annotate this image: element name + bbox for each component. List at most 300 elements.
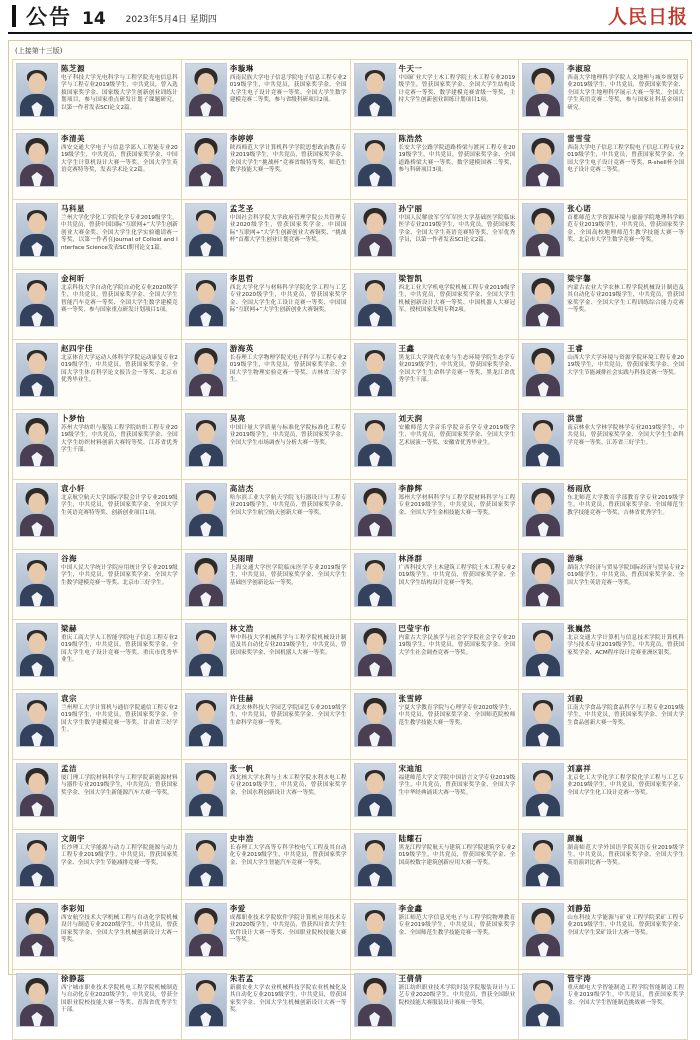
recipient-entry bbox=[399, 413, 516, 475]
recipient-cell bbox=[13, 270, 182, 340]
recipient-description: 西安航空技术大学机械工程与自动化学院机械设计与制造专业2020级学生，中共党员，曾获国家奖学金、全国大学生机械创新设计大赛一等奖。 bbox=[61, 915, 178, 944]
recipient-name: 张心诺 bbox=[567, 204, 592, 213]
page-number: 14 bbox=[82, 9, 106, 29]
masthead-left bbox=[12, 2, 217, 28]
recipient-photo bbox=[522, 133, 564, 187]
recipient-name: 梁赫 bbox=[61, 624, 77, 633]
recipient-description: 西北工业大学机电学院机械工程专业2019级学生，中共党员，曾获国家奖学金、全国大学生机械创新设计大赛一等奖、中国机器人大赛冠军，授权国家发明专利2项。 bbox=[398, 285, 516, 314]
portrait-head-shape bbox=[29, 73, 46, 93]
recipient-name: 孟芝圣 bbox=[229, 204, 254, 213]
recipient-description: 北京化工大学化学工程学院化学工程与工艺专业2019级学生，中共党员，曾获国家奖学金、全国大学生化工设计竞赛一等奖。 bbox=[567, 775, 684, 796]
recipient-name: 许佳赫 bbox=[229, 694, 254, 703]
portrait-head-shape bbox=[535, 913, 552, 933]
recipient-cell bbox=[519, 200, 688, 270]
recipient-name: 谷海 bbox=[61, 554, 77, 563]
recipient-description: 苏州大学纺织与服装工程学院纺织工程专业2019级学生，中共党员，曾获国家奖学金、全国大学生纺织材料创新大赛特等奖、江苏省优秀学生干部。 bbox=[61, 425, 178, 454]
recipient-name: 陆耀石 bbox=[398, 834, 423, 843]
recipient-entry bbox=[61, 203, 178, 265]
recipient-photo bbox=[16, 553, 58, 607]
recipient-cell bbox=[13, 690, 182, 760]
portrait-head-shape bbox=[366, 773, 383, 793]
portrait-head-shape bbox=[29, 283, 46, 303]
recipient-description: 西南民族大学电子信息学院电子信息工程专业2019级学生，中共党员，获国家奖学金、全国大学生电子设计竞赛一等奖、全国大学生数学建模竞赛二等奖，参与省级科研项目2项。 bbox=[229, 75, 347, 104]
recipient-description: 长安大学公路学院道路桥梁与渡河工程专业2019级学生，中共党员，曾获国家奖学金、全国道路桥梁大赛一等奖、数学建模国赛二等奖，参与科研项目3项。 bbox=[398, 145, 516, 174]
recipient-entry bbox=[61, 623, 178, 685]
portrait-head-shape bbox=[197, 633, 214, 653]
page-title: 公告 bbox=[26, 5, 72, 29]
continued-from-label: (上接第十三版) bbox=[15, 47, 63, 55]
recipient-cell bbox=[351, 970, 520, 1040]
recipient-cell bbox=[519, 690, 688, 760]
recipient-photo bbox=[16, 133, 58, 187]
recipient-photo bbox=[185, 553, 227, 607]
recipient-name: 梁宇馨 bbox=[567, 274, 592, 283]
recipient-entry bbox=[399, 973, 516, 1035]
recipient-photo bbox=[16, 693, 58, 747]
recipient-description: 重庆工商大学人工智能学院电子信息工程专业2019级学生，中共党员，曾获国家奖学金、全国大学生电子设计竞赛一等奖、重庆市优秀毕业生。 bbox=[61, 635, 178, 664]
recipient-name: 洪雷 bbox=[567, 414, 584, 423]
recipient-name: 杨雨欣 bbox=[567, 484, 592, 493]
recipient-photo bbox=[185, 483, 227, 537]
recipient-entry bbox=[399, 133, 516, 195]
recipient-description: 中国社会科学院大学政府管理学院公共管理专业2020级学生，曾获国家奖学金、中国国际“互联网+”大学生创新创业大赛铜奖、“挑战杯”首都大学生创业计划竞赛一等奖。 bbox=[229, 215, 347, 244]
recipient-entry bbox=[567, 483, 684, 545]
recipient-photo bbox=[522, 63, 564, 117]
portrait-head-shape bbox=[535, 353, 552, 373]
portrait-head-shape bbox=[197, 213, 214, 233]
portrait-head-shape bbox=[366, 353, 383, 373]
masthead bbox=[8, 0, 692, 34]
portrait-head-shape bbox=[366, 423, 383, 443]
recipient-entry bbox=[399, 553, 516, 615]
recipient-photo bbox=[354, 763, 396, 817]
recipient-name: 林泽群 bbox=[398, 554, 423, 563]
recipient-name: 孟洁 bbox=[61, 764, 77, 773]
recipient-name: 王鑫 bbox=[398, 344, 415, 353]
recipient-cell bbox=[182, 760, 351, 830]
portrait-head-shape bbox=[197, 773, 214, 793]
recipient-photo bbox=[522, 273, 564, 327]
portrait-head-shape bbox=[535, 213, 552, 233]
recipient-description: 华中科技大学机械科学与工程学院机械设计制造及其自动化专业2019级学生，中共党员，曾获国家奖学金、全国机器人大赛一等奖。 bbox=[229, 635, 347, 656]
recipient-photo bbox=[185, 693, 227, 747]
recipient-cell bbox=[13, 410, 182, 480]
recipient-name: 金柯昕 bbox=[61, 274, 85, 283]
recipient-name: 文朗宇 bbox=[61, 834, 85, 843]
recipient-photo bbox=[522, 763, 564, 817]
recipient-entry bbox=[61, 973, 178, 1035]
award-recipients-grid bbox=[12, 59, 688, 1040]
recipient-name: 雷雪莹 bbox=[567, 134, 592, 143]
recipient-name: 张雪婷 bbox=[398, 694, 423, 703]
recipient-cell bbox=[351, 830, 520, 900]
recipient-name: 吴亮 bbox=[229, 414, 246, 423]
portrait-head-shape bbox=[197, 843, 214, 863]
portrait-head-shape bbox=[366, 283, 383, 303]
recipient-name: 林文浩 bbox=[229, 624, 254, 633]
recipient-entry bbox=[61, 63, 178, 125]
recipient-cell bbox=[182, 620, 351, 690]
recipient-entry bbox=[61, 903, 178, 965]
recipient-entry bbox=[230, 973, 347, 1035]
recipient-entry bbox=[399, 63, 516, 125]
recipient-description: 广西科技大学土木建筑工程学院土木工程专业2019级学生，中共党员，曾获国家奖学金、全国大学生结构设计竞赛一等奖。 bbox=[398, 565, 516, 586]
recipient-name: 袁宗 bbox=[61, 694, 77, 703]
recipient-description: 中国人民解放军空军军医大学基础医学院临床医学专业2019级学生，中共党员，曾获国家奖学金、全国大学生英语竞赛特等奖、全军优秀学员，以第一作者发表SCI论文2篇。 bbox=[398, 215, 516, 244]
portrait-head-shape bbox=[29, 983, 46, 1003]
portrait-head-shape bbox=[197, 73, 214, 93]
recipient-photo bbox=[16, 273, 58, 327]
recipient-cell bbox=[13, 340, 182, 410]
recipient-cell bbox=[351, 200, 520, 270]
portrait-head-shape bbox=[366, 493, 383, 513]
portrait-head-shape bbox=[29, 143, 46, 163]
recipient-photo bbox=[16, 973, 58, 1027]
recipient-entry bbox=[567, 973, 684, 1035]
recipient-description: 厦门理工学院材料科学与工程学院新能源材料与器件专业2019级学生，中共党员，曾获国家奖学金、全国大学生新能源汽车大赛一等奖。 bbox=[61, 775, 178, 796]
recipient-description: 兰州大学化学化工学院化学专业2019级学生，中共党员，曾获中国国际“互联网+”大学生创新创业大赛金奖、全国大学生化学实验邀请赛一等奖，以第一作者在Journal of Colloid and Interface Science发表SCI期刊论文1篇。 bbox=[61, 215, 178, 251]
recipient-entry bbox=[230, 623, 347, 685]
portrait-head-shape bbox=[29, 213, 46, 233]
recipient-cell bbox=[351, 690, 520, 760]
recipient-photo bbox=[16, 623, 58, 677]
recipient-entry bbox=[399, 203, 516, 265]
recipient-description: 西北农林科技大学园艺学院园艺专业2019级学生，中共党员，曾获国家奖学金、全国大学生生命科学竞赛一等奖。 bbox=[229, 705, 347, 726]
recipient-entry bbox=[567, 133, 684, 195]
recipient-cell bbox=[182, 480, 351, 550]
recipient-name: 徐静蕊 bbox=[61, 974, 85, 983]
recipient-cell bbox=[182, 970, 351, 1040]
recipient-name: 史申浩 bbox=[229, 834, 254, 843]
recipient-name: 李金鑫 bbox=[398, 904, 423, 913]
recipient-cell bbox=[182, 550, 351, 620]
portrait-head-shape bbox=[29, 633, 46, 653]
recipient-description: 兰州理工大学计算机与通信学院通信工程专业2019级学生，中共党员，曾获国家奖学金、全国大学生数学建模竞赛一等奖、甘肃省三好学生。 bbox=[61, 705, 178, 734]
portrait-head-shape bbox=[197, 563, 214, 583]
portrait-head-shape bbox=[535, 143, 552, 163]
recipient-description: 山西大学大学环境与资源学院环境工程专业2019级学生，中共党员，曾获国家奖学金、全国大学生节能减排社会实践与科技竞赛一等奖。 bbox=[567, 355, 684, 376]
recipient-cell bbox=[13, 550, 182, 620]
recipient-description: 黑龙江程学院航天与建筑工程学院建筑学专业2019级学生，中共党员，曾获国家奖学金、全国高校数字建筑创新应用大赛一等奖。 bbox=[398, 845, 516, 866]
recipient-cell bbox=[13, 620, 182, 690]
recipient-entry bbox=[230, 903, 347, 965]
recipient-photo bbox=[185, 343, 227, 397]
recipient-description: 东北师范大学教育学部教育学专业2019级学生，中共党员，曾获国家奖学金、全国师范生教学技能竞赛一等奖、吉林省优秀学生。 bbox=[567, 495, 684, 516]
recipient-cell bbox=[182, 270, 351, 340]
recipient-photo bbox=[522, 973, 564, 1027]
recipient-name: 刘天润 bbox=[398, 414, 423, 423]
recipient-photo bbox=[185, 133, 227, 187]
recipient-entry bbox=[567, 203, 684, 265]
recipient-photo bbox=[354, 483, 396, 537]
recipient-name: 卜梦怡 bbox=[61, 414, 85, 423]
recipient-entry bbox=[230, 553, 347, 615]
recipient-cell bbox=[351, 620, 520, 690]
recipient-name: 李婷婷 bbox=[229, 134, 254, 143]
recipient-photo bbox=[354, 903, 396, 957]
recipient-name: 颜巍 bbox=[567, 834, 584, 843]
recipient-entry bbox=[567, 343, 684, 405]
portrait-head-shape bbox=[366, 703, 383, 723]
recipient-entry bbox=[399, 623, 516, 685]
recipient-photo bbox=[16, 903, 58, 957]
recipient-description: 山东科技大学能源与矿业工程学院采矿工程专业2019级学生，中共党员，曾获国家奖学金、全国大学生采矿设计大赛一等奖。 bbox=[567, 915, 684, 936]
recipient-entry bbox=[61, 273, 178, 335]
recipient-description: 中国计量大学质量与标准化学院标准化工程专业2019级学生，中共党员，曾获国家奖学金、全国大学生市场调查与分析大赛一等奖。 bbox=[229, 425, 347, 446]
portrait-head-shape bbox=[197, 353, 214, 373]
recipient-name: 张一帆 bbox=[229, 764, 254, 773]
recipient-name: 李爱 bbox=[229, 904, 246, 913]
recipient-description: 北京航空航天大学国际学院会计学专业2019级学生，中共党员，曾获国家奖学金、全国大学生英语竞赛特等奖、创新创业项目1项。 bbox=[61, 495, 178, 516]
recipient-photo bbox=[522, 903, 564, 957]
recipient-entry bbox=[230, 763, 347, 825]
recipient-entry bbox=[230, 413, 347, 475]
recipient-cell bbox=[13, 900, 182, 970]
portrait-head-shape bbox=[197, 913, 214, 933]
recipient-photo bbox=[185, 273, 227, 327]
masthead-right bbox=[608, 8, 688, 27]
recipient-photo bbox=[354, 413, 396, 467]
portrait-head-shape bbox=[535, 73, 552, 93]
recipient-name: 李清美 bbox=[61, 134, 85, 143]
recipient-cell bbox=[519, 970, 688, 1040]
recipient-name: 王睿 bbox=[567, 344, 584, 353]
recipient-photo bbox=[185, 973, 227, 1027]
recipient-name: 梁智凯 bbox=[398, 274, 423, 283]
masthead-rule-icon bbox=[12, 5, 16, 27]
portrait-head-shape bbox=[29, 773, 46, 793]
recipient-entry bbox=[230, 133, 347, 195]
recipient-name: 陈芝源 bbox=[61, 64, 85, 73]
recipient-description: 湖南师范大学外国语学院英语专业2019级学生，中共党员，曾获国家奖学金、全国大学生英语演讲比赛一等奖。 bbox=[567, 845, 684, 866]
recipient-name: 李璇琳 bbox=[229, 64, 254, 73]
recipient-entry bbox=[567, 903, 684, 965]
recipient-name: 张巍然 bbox=[567, 624, 592, 633]
recipient-name: 李静辉 bbox=[398, 484, 423, 493]
recipient-cell bbox=[182, 410, 351, 480]
portrait-head-shape bbox=[535, 703, 552, 723]
recipient-description: 内蒙古农业大学农林工程学院机械设计制造及其自动化专业2019级学生，中共党员，曾获国家奖学金、全国大学生工程训练综合能力竞赛一等奖。 bbox=[567, 285, 684, 314]
recipient-photo bbox=[16, 63, 58, 117]
recipient-name: 李彩知 bbox=[61, 904, 85, 913]
recipient-cell bbox=[519, 620, 688, 690]
recipient-name: 游琳 bbox=[567, 554, 584, 563]
recipient-description: 哈尔滨工业大学航天学院飞行器设计与工程专业2019级学生，中共党员，曾获国家奖学金、全国大学生航空航天创新大赛一等奖。 bbox=[229, 495, 347, 516]
recipient-cell bbox=[182, 340, 351, 410]
recipient-name: 巴莹宇布 bbox=[398, 624, 431, 633]
recipient-entry bbox=[399, 273, 516, 335]
recipient-name: 管宇涛 bbox=[567, 974, 592, 983]
recipient-photo bbox=[16, 413, 58, 467]
recipient-name: 马科星 bbox=[61, 204, 85, 213]
recipient-cell bbox=[182, 200, 351, 270]
recipient-entry bbox=[61, 133, 178, 195]
recipient-entry bbox=[61, 833, 178, 895]
recipient-cell bbox=[351, 760, 520, 830]
recipient-cell bbox=[519, 60, 688, 130]
recipient-description: 浙江纺织职业技术学院时装学院服装设计与工艺专业2020级学生，中共党员，曾获全国职业院校技能大赛服装设计赛项一等奖。 bbox=[398, 985, 516, 1006]
recipient-description: 上海交通大学医学院临床医学专业2019级学生，中共党员，曾获国家奖学金、全国大学生基础医学创新论坛一等奖。 bbox=[229, 565, 347, 586]
recipient-photo bbox=[354, 623, 396, 677]
recipient-description: 中国人民大学统计学院应用统计学专业2019级学生，中共党员，曾获国家奖学金、全国大学生数学建模竞赛一等奖、北京市三好学生。 bbox=[61, 565, 178, 586]
recipient-name: 牛天一 bbox=[398, 64, 423, 73]
recipient-description: 郑州大学材料科学与工程学院材料科学与工程专业2019级学生，中共党员，曾获国家奖学金、全国大学生金相技能大赛一等奖。 bbox=[398, 495, 516, 516]
portrait-head-shape bbox=[29, 703, 46, 723]
recipient-photo bbox=[185, 413, 227, 467]
recipient-description: 浙江师范大学信息光电子与工程学院物理教育专业2019级学生，中共党员，曾获国家奖学金、全国师范生教学技能竞赛一等奖。 bbox=[398, 915, 516, 936]
portrait-head-shape bbox=[535, 633, 552, 653]
recipient-entry bbox=[399, 483, 516, 545]
recipient-name: 王倩倩 bbox=[398, 974, 423, 983]
portrait-head-shape bbox=[29, 353, 46, 373]
recipient-name: 袁小轩 bbox=[61, 484, 85, 493]
recipient-photo bbox=[185, 203, 227, 257]
recipient-photo bbox=[354, 63, 396, 117]
recipient-entry bbox=[567, 273, 684, 335]
recipient-description: 江南大学食品学院食品科学与工程专业2019级学生，中共党员，曾获国家奖学金、全国大学生食品创新大赛一等奖。 bbox=[567, 705, 684, 726]
recipient-cell bbox=[182, 130, 351, 200]
recipient-description: 首都师范大学资源环境与旅游学院地理科学师范专业2019级学生，中共党员，曾获国家奖学金、全国高校地理师范生教学技能大赛一等奖、北京市大学生数学竞赛一等奖。 bbox=[567, 215, 684, 244]
portrait-head-shape bbox=[366, 843, 383, 863]
recipient-cell bbox=[351, 900, 520, 970]
recipient-cell bbox=[519, 410, 688, 480]
recipient-photo bbox=[185, 833, 227, 887]
recipient-photo bbox=[522, 203, 564, 257]
recipient-cell bbox=[351, 270, 520, 340]
recipient-name: 高洁杰 bbox=[229, 484, 254, 493]
recipient-description: 安徽师范大学音乐学院音乐学专业2019级学生，中共党员，曾获国家奖学金、全国大学生艺术展演一等奖、安徽省优秀毕业生。 bbox=[398, 425, 516, 446]
portrait-head-shape bbox=[366, 143, 383, 163]
portrait-head-shape bbox=[535, 563, 552, 583]
recipient-cell bbox=[13, 60, 182, 130]
recipient-description: 黑龙江大学现代农业与生态环境学院生态学专业2019级学生，中共党员，曾获国家奖学金、全国大学生生命科学竞赛一等奖、黑龙江省优秀学生干部。 bbox=[398, 355, 516, 384]
portrait-head-shape bbox=[366, 73, 383, 93]
recipient-photo bbox=[354, 133, 396, 187]
recipient-name: 刘嘉祥 bbox=[567, 764, 592, 773]
paper-name: 人民日报 bbox=[607, 6, 688, 28]
portrait-head-shape bbox=[29, 423, 46, 443]
recipient-photo bbox=[354, 693, 396, 747]
recipient-entry bbox=[230, 693, 347, 755]
recipient-cell bbox=[351, 480, 520, 550]
recipient-cell bbox=[519, 270, 688, 340]
recipient-cell bbox=[519, 550, 688, 620]
recipient-photo bbox=[354, 273, 396, 327]
recipient-description: 福建师范大学文学院中国语言文学专业2019级学生，中共党员，曾获国家奖学金、全国大学生中华经典诵读大赛一等奖。 bbox=[398, 775, 516, 796]
recipient-photo bbox=[522, 693, 564, 747]
portrait-head-shape bbox=[197, 283, 214, 303]
recipient-photo bbox=[16, 763, 58, 817]
recipient-entry bbox=[61, 483, 178, 545]
recipient-photo bbox=[16, 483, 58, 537]
portrait-head-shape bbox=[535, 283, 552, 303]
recipient-photo bbox=[185, 903, 227, 957]
recipient-cell bbox=[519, 340, 688, 410]
recipient-description: 成都职业技术学院软件学院计算机应用技术专业2020级学生，中共党员，曾获四川省大学生软件设计大赛一等奖、全国职业院校技能大赛一等奖。 bbox=[229, 915, 347, 944]
recipient-description: 宁夏大学教育学院与心理学专业2020级学生，中共党员，曾获国家奖学金、全国师范院校师范生教学技能大赛一等奖。 bbox=[398, 705, 516, 726]
recipient-photo bbox=[522, 553, 564, 607]
recipient-entry bbox=[399, 833, 516, 895]
recipient-photo bbox=[185, 63, 227, 117]
recipient-entry bbox=[61, 343, 178, 405]
recipient-photo bbox=[522, 413, 564, 467]
recipient-cell bbox=[519, 760, 688, 830]
recipient-name: 赵四宇佳 bbox=[61, 344, 93, 353]
portrait-head-shape bbox=[535, 773, 552, 793]
recipient-name: 李思哲 bbox=[229, 274, 254, 283]
recipient-name: 孙宁丽 bbox=[398, 204, 423, 213]
recipient-description: 重庆邮电大学智能制造工程学院智能制造工程专业2019级学生，中共党员，曾获国家奖学金、全国大学生智能制造挑战赛一等奖。 bbox=[567, 985, 684, 1006]
recipient-name: 陈浩然 bbox=[398, 134, 423, 143]
recipient-name: 吴雨晴 bbox=[229, 554, 254, 563]
recipient-entry bbox=[567, 833, 684, 895]
recipient-photo bbox=[354, 553, 396, 607]
recipient-cell bbox=[13, 130, 182, 200]
recipient-cell bbox=[351, 340, 520, 410]
recipient-entry bbox=[567, 553, 684, 615]
recipient-entry bbox=[230, 483, 347, 545]
portrait-head-shape bbox=[535, 983, 552, 1003]
portrait-head-shape bbox=[29, 913, 46, 933]
portrait-head-shape bbox=[366, 983, 383, 1003]
recipient-description: 北京科技大学自动化学院自动化专业2020级学生，中共党员，曾获国家奖学金、全国大学生智能汽车竞赛一等奖、全国大学生数学建模竞赛一等奖，参与国家重点研发计划项目1项。 bbox=[61, 285, 178, 314]
recipient-entry bbox=[399, 903, 516, 965]
portrait-head-shape bbox=[29, 843, 46, 863]
recipient-description: 西北核大学水利与土木工程学院水利水电工程专业2019级学生，中共党员，曾获国家奖学金、全国水利创新设计大赛一等奖。 bbox=[229, 775, 347, 796]
portrait-head-shape bbox=[197, 983, 214, 1003]
recipient-cell bbox=[182, 830, 351, 900]
recipient-photo bbox=[522, 623, 564, 677]
portrait-head-shape bbox=[29, 563, 46, 583]
recipient-entry bbox=[399, 693, 516, 755]
recipient-description: 南京林业大学林学院林学专业2019级学生，中共党员，曾获国家奖学金、全国大学生生命科学竞赛一等奖、江苏省三好学生。 bbox=[567, 425, 684, 446]
recipient-entry bbox=[61, 553, 178, 615]
recipient-description: 长春理工大学物理学院光电子科学与工程专业2019级学生，中共党员，曾获国家奖学金、全国大学生物理实验竞赛一等奖、吉林省三好学生。 bbox=[229, 355, 347, 384]
recipient-name: 游海英 bbox=[229, 344, 254, 353]
recipient-cell bbox=[351, 60, 520, 130]
recipient-description: 西南大学电子信息工程学院电子信息工程专业2019级学生，中共党员，曾获国家奖学金、全国大学生电子设计竞赛一等奖、R-shell杯全国电子设计竞赛二等奖。 bbox=[567, 145, 684, 174]
recipient-cell bbox=[13, 200, 182, 270]
recipient-cell bbox=[13, 830, 182, 900]
portrait-head-shape bbox=[366, 563, 383, 583]
recipient-description: 西安交通大学电子与信息学部人工智能专业2019级学生，中共党员，曾获国家奖学金、中国大学生计算机设计大赛一等奖、全国大学生英语竞赛特等奖，发表学术论文2篇。 bbox=[61, 145, 178, 174]
portrait-head-shape bbox=[535, 423, 552, 443]
recipient-cell bbox=[351, 130, 520, 200]
recipient-photo bbox=[522, 343, 564, 397]
recipient-photo bbox=[16, 833, 58, 887]
recipient-entry bbox=[399, 763, 516, 825]
portrait-head-shape bbox=[366, 913, 383, 933]
portrait-head-shape bbox=[535, 843, 552, 863]
recipient-description: 西宁城市职业技术学院机电工程学院机械制造与自动化专业2020级学生，中共党员，曾获全国职业院校技能大赛一等奖、青海省优秀学生干部。 bbox=[61, 985, 178, 1014]
recipient-photo bbox=[354, 973, 396, 1027]
recipient-entry bbox=[567, 763, 684, 825]
portrait-head-shape bbox=[29, 493, 46, 513]
recipient-photo bbox=[16, 343, 58, 397]
recipient-cell bbox=[13, 480, 182, 550]
recipient-photo bbox=[354, 833, 396, 887]
recipient-entry bbox=[230, 63, 347, 125]
recipient-cell bbox=[351, 550, 520, 620]
recipient-entry bbox=[61, 693, 178, 755]
recipient-entry bbox=[230, 343, 347, 405]
recipient-description: 西北大学化学与材料科学学院化学工程与工艺专业2020级学生，中共党员，曾获国家奖学金、全国大学生化工设计竞赛一等奖、中国国际“互联网+”大学生创新创业大赛铜奖。 bbox=[229, 285, 347, 314]
portrait-head-shape bbox=[535, 493, 552, 513]
recipient-entry bbox=[61, 763, 178, 825]
recipient-description: 长春理工大学高等专科学校电气工程及其自动化专业2019级学生，中共党员，曾获国家奖学金、全国大学生智能汽车竞赛一等奖。 bbox=[229, 845, 347, 866]
publication-date: 2023年5月4日 星期四 bbox=[125, 15, 217, 25]
recipient-entry bbox=[230, 833, 347, 895]
